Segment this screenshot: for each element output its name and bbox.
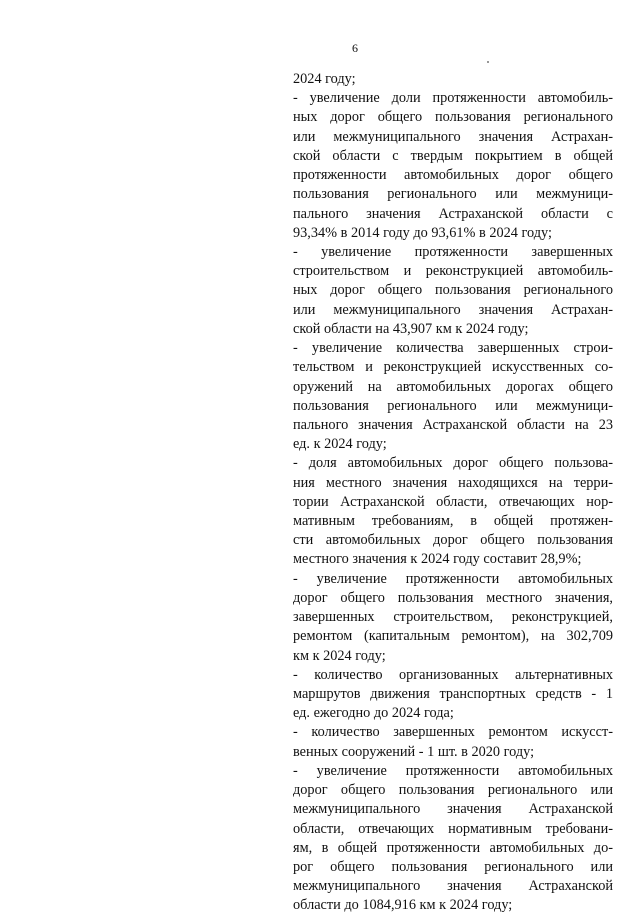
text-line: строительством и реконструкцией автомобиль- [293,263,613,280]
text-line: завершенных строительством, реконструкцией, [293,609,613,626]
text-line: ед. ежегодно до 2024 года; [293,705,454,722]
text-line: - увеличение доли протяженности автомобиль- [293,90,613,107]
text-line: - увеличение протяженности автомобильных [293,570,613,587]
text-line: дорог общего пользования регионального или [293,782,613,799]
text-line: или межмуниципального значения Астрахан- [293,128,613,145]
text-line: тории Астраханской области, отвечающих нор- [293,493,613,510]
text-line: 93,34% в 2014 году до 93,61% в 2024 году; [293,224,552,241]
text-line: пользования регионального или межмуници- [293,397,613,414]
text-line: ед. к 2024 году; [293,436,387,453]
text-line: сти автомобильных дорог общего пользования [293,532,613,549]
scan-speck [487,61,489,63]
text-line: - доля автомобильных дорог общего пользова- [293,455,613,472]
text-line: ремонтом (капитальным ремонтом), на 302,709 [293,628,613,645]
text-line: дорог общего пользования местного значения, [293,589,613,606]
text-line: мативным требованиям, в общей протяжен- [293,513,613,530]
text-line: области до 1084,916 км к 2024 году; [293,897,513,914]
text-line: венных сооружений - 1 шт. в 2020 году; [293,743,535,760]
text-line: ской области с твердым покрытием в общей [293,147,613,164]
text-line: рог общего пользования регионального или [293,858,613,875]
text-line: межмуниципального значения Астраханской [293,878,613,895]
text-line: местного значения к 2024 году составит 28,9%; [293,551,582,568]
body-text [293,70,613,916]
text-line: - увеличение протяженности автомобильных [293,762,613,779]
text-line: - увеличение количества завершенных строи- [293,340,613,357]
text-line: пального значения Астраханской области с [293,205,613,222]
text-line: ской области на 43,907 км к 2024 году; [293,320,529,337]
text-line: области, отвечающих нормативным требовани- [293,820,613,837]
text-line: маршрутов движения транспортных средств - 1 [293,686,613,702]
page-number: 6 [352,41,358,55]
text-line: 2024 году; [293,71,356,87]
text-line: пользования регионального или межмуници- [293,186,613,203]
text-line: - количество организованных альтернативных [293,666,613,683]
text-line: ных дорог общего пользования регионального [293,282,613,299]
text-line: оружений на автомобильных дорогах общего [293,378,613,395]
text-line: ям, в общей протяженности автомобильных до- [293,839,613,856]
text-line: межмуниципального значения Астраханской [293,801,613,818]
text-line: - увеличение протяженности завершенных [293,243,613,260]
text-line: или межмуниципального значения Астрахан- [293,301,613,318]
text-line: км к 2024 году; [293,647,386,664]
text-line: ния местного значения находящихся на терри- [293,474,613,491]
text-line: протяженности автомобильных дорог общего [293,167,613,184]
text-line: пального значения Астраханской области на 23 [293,416,613,433]
text-line: тельством и реконструкцией искусственных со- [293,359,613,376]
text-line: - количество завершенных ремонтом искусст- [293,724,613,741]
text-line: ных дорог общего пользования регионального [293,109,613,126]
